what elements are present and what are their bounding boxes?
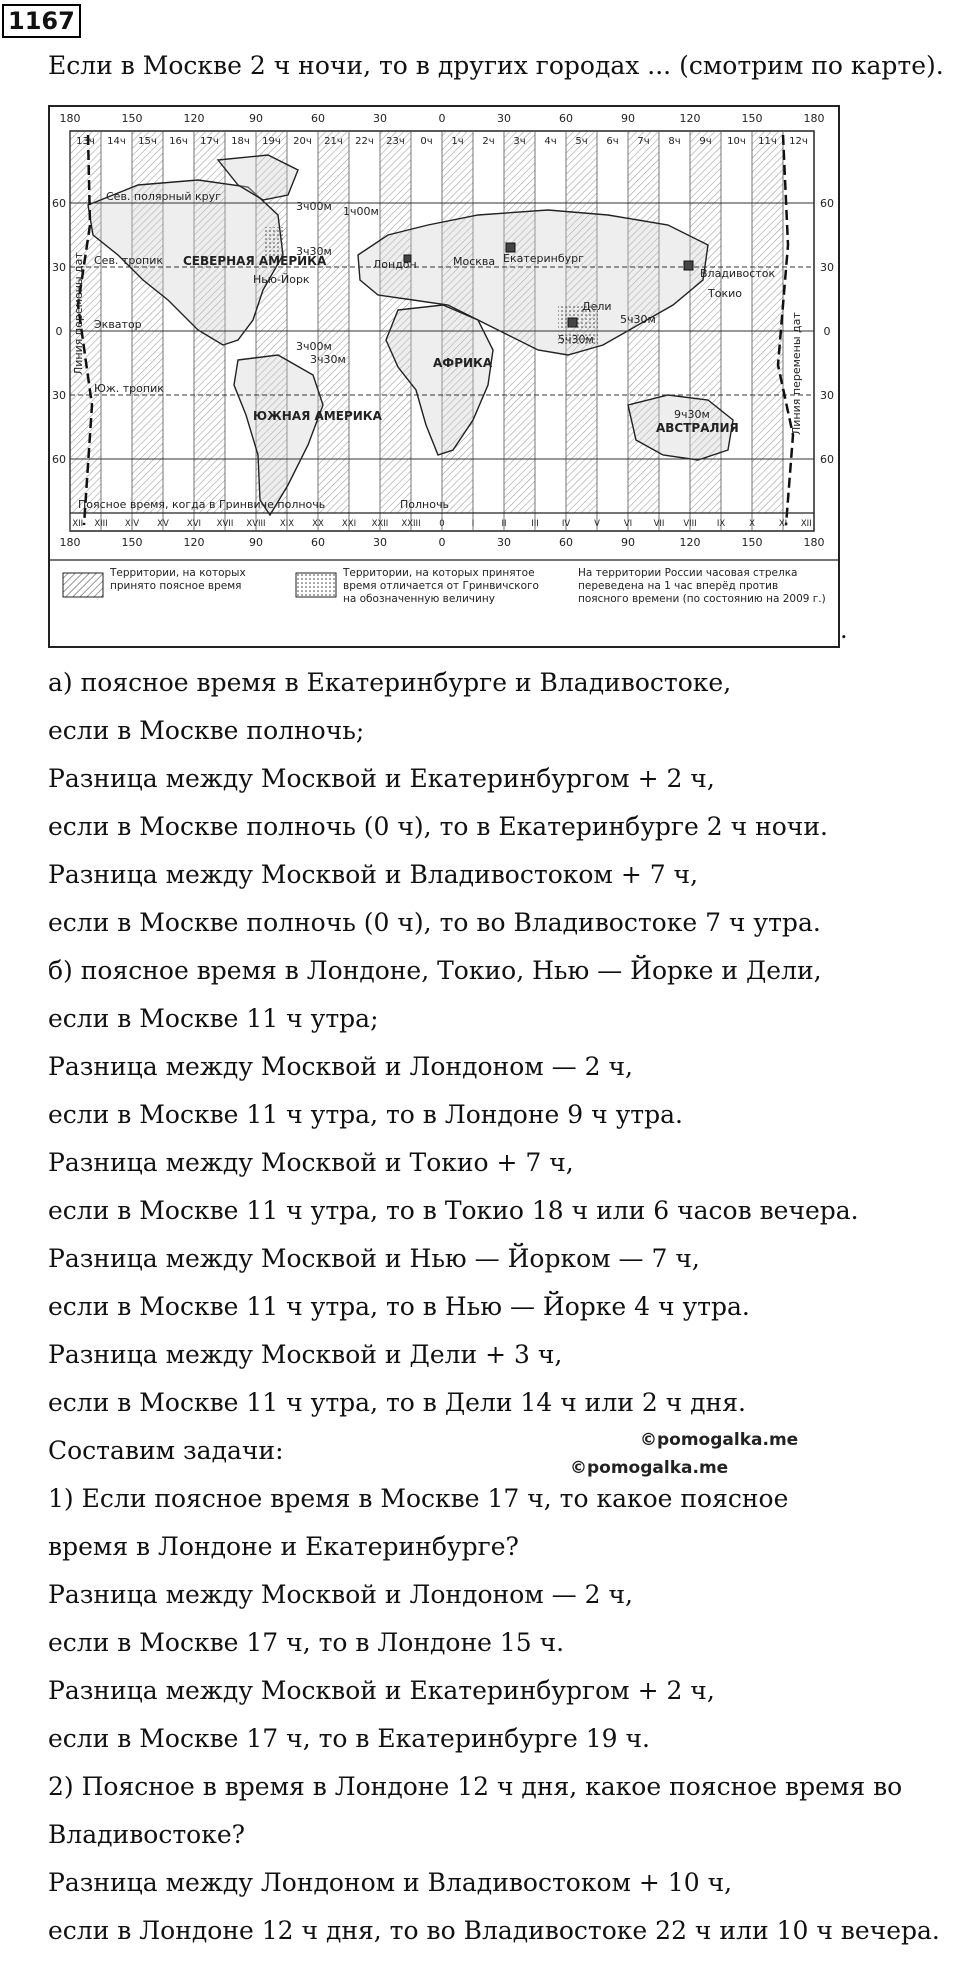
degree-label-bottom: 120 xyxy=(183,536,205,549)
hour-label: 9ч xyxy=(699,136,712,147)
date-line-label-left: Линия перемены дат xyxy=(72,252,85,375)
zone-label: VI xyxy=(623,519,633,529)
hour-label: 19ч xyxy=(262,136,281,147)
watermark-2: ©pomogalka.me xyxy=(570,1458,729,1478)
offset-label-1: 3ч00м xyxy=(296,200,332,213)
australia-label: АВСТРАЛИЯ xyxy=(656,421,739,435)
latitude-label-left: 30 xyxy=(52,389,66,402)
vladivostok-label: Владивосток xyxy=(700,267,776,280)
text-line: если в Лондоне 12 ч дня, то во Владивостоке 22 ч или 10 ч вечера. xyxy=(48,1916,940,1945)
offset-label-2: 1ч00м xyxy=(343,205,379,218)
degree-label-bottom: 90 xyxy=(249,536,263,549)
arctic-label: Сев. полярный круг xyxy=(106,190,221,203)
hour-label: 2ч xyxy=(482,136,495,147)
yekaterinburg-label: Екатеринбург xyxy=(503,252,584,265)
tropic-s-label: Юж. тропик xyxy=(94,382,164,395)
offset-label-3: 3ч30м xyxy=(296,245,332,258)
hour-label: 12ч xyxy=(789,136,808,147)
london-label: Лондон xyxy=(373,258,417,271)
degree-label-top: 30 xyxy=(497,112,511,125)
hour-label: 6ч xyxy=(606,136,619,147)
zone-stripe xyxy=(752,131,783,513)
zone-label: XII xyxy=(72,519,84,529)
degree-label-bottom: 180 xyxy=(59,536,81,549)
legend-dotted-swatch xyxy=(296,573,336,597)
tokyo-label: Токио xyxy=(708,287,742,300)
hour-label: 17ч xyxy=(200,136,219,147)
text-line: 2) Поясное в время в Лондоне 12 ч дня, какое поясное время во xyxy=(48,1772,903,1801)
degree-label-top: 150 xyxy=(741,112,763,125)
text-line: Разница между Москвой и Лондоном — 2 ч, xyxy=(48,1052,633,1081)
zone-label: XI xyxy=(778,519,788,529)
text-line: Разница между Москвой и Нью — Йорком — 7 ч, xyxy=(48,1244,700,1273)
zone-stripe xyxy=(318,131,349,513)
degree-label-bottom: 30 xyxy=(497,536,511,549)
degree-label-bottom: 180 xyxy=(803,536,825,549)
degree-label-bottom: 30 xyxy=(373,536,387,549)
africa-label: АФРИКА xyxy=(433,356,493,370)
offset-label-7: 5ч30м xyxy=(620,313,656,326)
text-line: если в Москве 17 ч, то в Екатеринбурге 19 ч. xyxy=(48,1724,651,1753)
degree-label-top: 30 xyxy=(373,112,387,125)
text-line: а) поясное время в Екатеринбурге и Владивостоке, xyxy=(48,668,732,697)
vladivostok-marker xyxy=(684,261,693,270)
text-line: если в Москве полночь; xyxy=(48,716,365,745)
text-line: Разница между Москвой и Токио + 7 ч, xyxy=(48,1148,574,1177)
hour-label: 4ч xyxy=(544,136,557,147)
degree-label-bottom: 150 xyxy=(121,536,143,549)
degree-label-bottom: 150 xyxy=(741,536,763,549)
hour-label: 7ч xyxy=(637,136,650,147)
offset-label-6: 5ч30м xyxy=(558,333,594,346)
degree-label-bottom: 60 xyxy=(311,536,325,549)
text-line: если в Москве 11 ч утра; xyxy=(48,1004,379,1033)
text-line: если в Москве 11 ч утра, то в Токио 18 ч или 6 часов вечера. xyxy=(48,1196,859,1225)
degree-label-top: 120 xyxy=(183,112,205,125)
hour-label: 13ч xyxy=(76,136,95,147)
new-york-label: Нью-Йорк xyxy=(253,273,310,286)
degree-label-top: 0 xyxy=(438,112,446,125)
text-line: если в Москве полночь (0 ч), то во Владивостоке 7 ч утра. xyxy=(48,908,821,937)
zone-time-note: Поясное время, когда в Гринвиче полночь xyxy=(78,498,326,511)
zone-label: 0 xyxy=(439,519,445,529)
text-line: если в Москве 17 ч, то в Лондоне 15 ч. xyxy=(48,1628,565,1657)
north-america-label xyxy=(183,254,327,268)
time-zone-map xyxy=(48,105,840,650)
watermark-1: ©pomogalka.me xyxy=(640,1430,799,1450)
degree-label-bottom: 60 xyxy=(559,536,573,549)
latitude-label-right: 30 xyxy=(820,389,834,402)
zone-label: IX xyxy=(716,519,726,529)
latitude-label-left: 0 xyxy=(55,325,63,338)
south-america-label-text: ЮЖНАЯ АМЕРИКА xyxy=(253,409,382,423)
hour-label: 1ч xyxy=(451,136,464,147)
zone-label: XIII xyxy=(94,519,108,529)
yekaterinburg-marker xyxy=(506,243,515,252)
hour-label: 0ч xyxy=(420,136,433,147)
dotted-newfoundland xyxy=(263,227,283,257)
degree-label-bottom: 90 xyxy=(621,536,635,549)
zone-label: XVII xyxy=(216,519,234,529)
zone-label: III xyxy=(531,519,539,529)
zone-label: XXIII xyxy=(401,519,421,529)
hour-label: 16ч xyxy=(169,136,188,147)
hour-label: 14ч xyxy=(107,136,126,147)
text-line: Разница между Москвой и Лондоном — 2 ч, xyxy=(48,1580,633,1609)
zone-label: I xyxy=(471,519,475,529)
text-line: если в Москве 11 ч утра, то в Нью — Йорке 4 ч утра. xyxy=(48,1292,750,1321)
hour-label: 20ч xyxy=(293,136,312,147)
zone-label: II xyxy=(501,519,507,529)
text-line: если в Москве 11 ч утра, то в Дели 14 ч или 2 ч дня. xyxy=(48,1388,746,1417)
hour-label: 22ч xyxy=(355,136,374,147)
latitude-label-right: 60 xyxy=(820,197,834,210)
text-line: Составим задачи: xyxy=(48,1436,284,1465)
midnight-label: Полночь xyxy=(400,498,449,511)
degree-label-top: 90 xyxy=(621,112,635,125)
equator-label: Экватор xyxy=(94,318,142,331)
latitude-label-right: 60 xyxy=(820,453,834,466)
degree-label-top: 180 xyxy=(803,112,825,125)
hour-label: 8ч xyxy=(668,136,681,147)
zone-label: VIII xyxy=(683,519,697,529)
degree-label-top: 60 xyxy=(559,112,573,125)
text-line: если в Москве полночь (0 ч), то в Екатеринбурге 2 ч ночи. xyxy=(48,812,828,841)
zone-label: XVI xyxy=(186,519,202,529)
tropic-n-label: Сев. тропик xyxy=(94,254,164,267)
text-line: время в Лондоне и Екатеринбурге? xyxy=(48,1532,519,1561)
hour-label: 11ч xyxy=(758,136,777,147)
latitude-label-right: 30 xyxy=(820,261,834,274)
hour-label: 23ч xyxy=(386,136,405,147)
zone-label: XIX xyxy=(279,519,295,529)
hour-label: 3ч xyxy=(513,136,526,147)
zone-label: XV xyxy=(157,519,169,529)
hour-label: 21ч xyxy=(324,136,343,147)
date-line-label-right: Линия перемены дат xyxy=(790,312,803,435)
text-line: если в Москве 11 ч утра, то в Лондоне 9 ч утра. xyxy=(48,1100,683,1129)
latitude-label-left: 60 xyxy=(52,197,66,210)
south-america-label xyxy=(253,409,383,423)
zone-label: XIV xyxy=(124,519,140,529)
zone-label: XXI xyxy=(341,519,357,529)
degree-label-top: 120 xyxy=(679,112,701,125)
trailing-dot: . xyxy=(840,616,848,644)
text-line: Разница между Москвой и Владивостоком + 7 ч, xyxy=(48,860,699,889)
north-america-label-text: СЕВЕРНАЯ АМЕРИКА xyxy=(183,254,327,268)
zone-label: XXII xyxy=(371,519,389,529)
text-line: Разница между Лондоном и Владивостоком + 10 ч, xyxy=(48,1868,733,1897)
offset-label-8: 9ч30м xyxy=(674,408,710,421)
degree-label-top: 150 xyxy=(121,112,143,125)
zone-label: V xyxy=(594,519,600,529)
hour-label: 18ч xyxy=(231,136,250,147)
zone-label: XII xyxy=(800,519,812,529)
zone-label: X xyxy=(749,519,755,529)
legend-hatched-text: Территории, на которых принято поясное время xyxy=(110,567,246,592)
degree-label-top: 90 xyxy=(249,112,263,125)
latitude-label-left: 30 xyxy=(52,261,66,274)
hour-label: 10ч xyxy=(727,136,746,147)
degree-label-bottom: 120 xyxy=(679,536,701,549)
legend-hatched-swatch xyxy=(63,573,103,597)
text-line: Разница между Москвой и Екатеринбургом + 2 ч, xyxy=(48,1676,715,1705)
hour-label: 5ч xyxy=(575,136,588,147)
legend-russia-text: На территории России часовая стрелка переведена на 1 час вперёд против поясного времени (по состоянию на 2009 г.) xyxy=(578,567,826,605)
problem-number: 1167 xyxy=(2,4,81,38)
text-line: б) поясное время в Лондоне, Токио, Нью — Йорке и Дели, xyxy=(48,956,822,985)
latitude-label-right: 0 xyxy=(823,325,831,338)
moscow-label: Москва xyxy=(453,255,496,268)
degree-label-top: 60 xyxy=(311,112,325,125)
hour-label: 15ч xyxy=(138,136,157,147)
degree-label-bottom: 0 xyxy=(438,536,446,549)
delhi-label: Дели xyxy=(582,300,612,313)
offset-label-4: 3ч00м xyxy=(296,340,332,353)
text-line: 1) Если поясное время в Москве 17 ч, то какое поясное xyxy=(48,1484,789,1513)
offset-label-5: 3ч30м xyxy=(310,353,346,366)
text-line: Владивостоке? xyxy=(48,1820,246,1849)
zone-label: XVIII xyxy=(246,519,266,529)
text-line: Разница между Москвой и Дели + 3 ч, xyxy=(48,1340,563,1369)
zone-label: XX xyxy=(312,519,324,529)
zone-label: IV xyxy=(561,519,571,529)
degree-label-top: 180 xyxy=(59,112,81,125)
problem-intro: Если в Москве 2 ч ночи, то в других городах ... (смотрим по карте). xyxy=(48,51,944,80)
legend-dotted-text: Территории, на которых принятое время отличается от Гринвичского на обозначенную величину xyxy=(343,567,539,605)
latitude-label-left: 60 xyxy=(52,453,66,466)
zone-label: VII xyxy=(653,519,665,529)
text-line: Разница между Москвой и Екатеринбургом + 2 ч, xyxy=(48,764,715,793)
